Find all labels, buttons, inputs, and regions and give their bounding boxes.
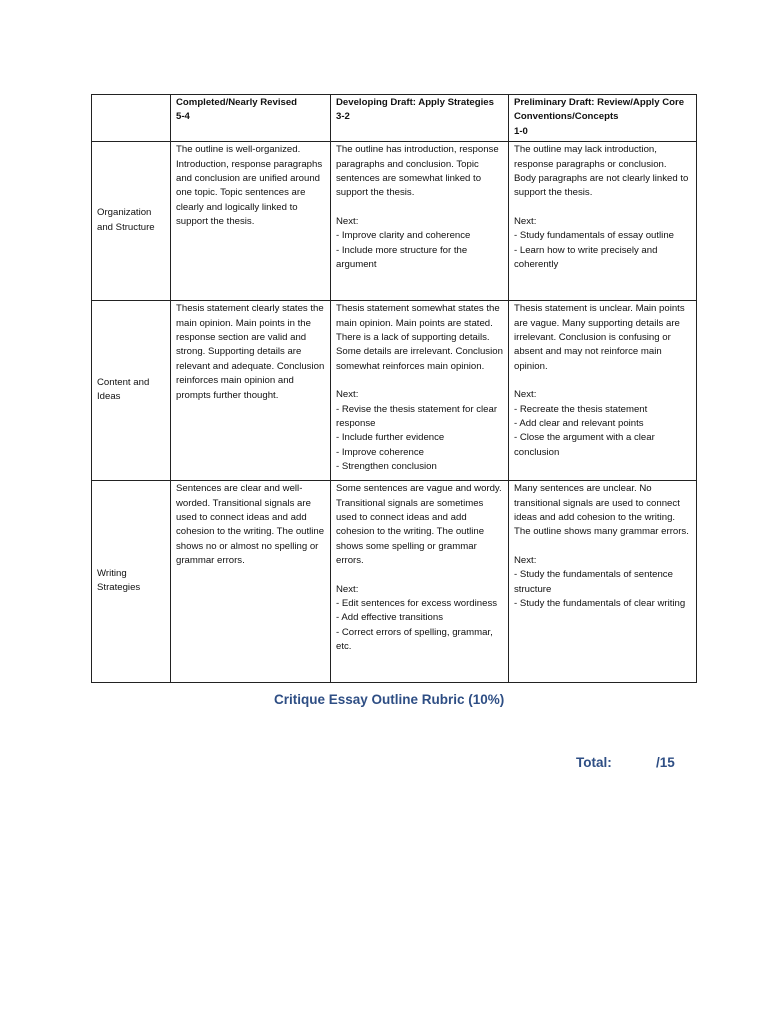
cell-text: - Improve clarity and coherence	[336, 230, 471, 242]
cell-text: - Correct errors of spelling, grammar, etc.	[336, 626, 493, 653]
cell-gap	[514, 201, 691, 215]
cell-text: - Recreate the thesis statement	[514, 403, 648, 415]
cell-text: - Include further evidence	[336, 432, 445, 444]
cell-completed	[171, 481, 331, 683]
cell-gap	[336, 201, 503, 215]
cell-text: The outline is well-organized. Introduction, response paragraphs and conclusion are unified around one topic. Topic sentences are clearly and logically linked to support the thesis.	[176, 144, 323, 228]
total-label: Total:	[576, 755, 612, 770]
row-label-writing: Writing Strategies	[92, 481, 171, 683]
cell-text: Some sentences are vague and wordy. Transitional signals are sometimes used to connect ideas and add cohesion to the writing. The outline shows some spelling or grammar errors.	[336, 483, 502, 567]
cell-text: Many sentences are unclear. No transitional signals are used to connect ideas and add cohesion to the writing. The outline shows many grammar errors.	[514, 483, 689, 538]
cell-preliminary	[509, 142, 697, 301]
cell-text: Next:	[514, 215, 537, 227]
cell-text: Thesis statement clearly states the main opinion. Main points in the response section are valid and strong. Supporting details are relevant and adequate. Conclusion reinforces main opinion and prompts further thought.	[176, 303, 325, 401]
cell-text: Next:	[514, 554, 537, 566]
cell-text: Next:	[336, 215, 359, 227]
cell-text: - Improve coherence	[336, 446, 424, 458]
cell-preliminary	[509, 481, 697, 683]
cell-text: Next:	[336, 389, 359, 401]
header-developing: Developing Draft: Apply Strategies 3-2	[331, 95, 509, 142]
cell-completed	[171, 301, 331, 481]
header-completed: Completed/Nearly Revised 5-4	[171, 95, 331, 142]
cell-completed	[171, 142, 331, 301]
row-label-content: Content and Ideas	[92, 301, 171, 481]
cell-text: - Strengthen conclusion	[336, 461, 437, 473]
cell-text: - Add effective transitions	[336, 612, 444, 624]
rubric-table	[91, 94, 697, 683]
cell-text: - Include more structure for the argument	[336, 244, 468, 271]
cell-text: The outline has introduction, response paragraphs and conclusion. Topic sentences are somewhat linked to support the thesis.	[336, 144, 499, 199]
cell-developing	[331, 481, 509, 683]
header-preliminary: Preliminary Draft: Review/Apply Core Conventions/Concepts 1-0	[509, 95, 697, 142]
header-empty-cell	[92, 95, 171, 142]
cell-text: Next:	[336, 583, 359, 595]
rubric-caption: Critique Essay Outline Rubric (10%)	[274, 692, 505, 707]
header-row	[92, 95, 697, 142]
cell-gap	[514, 374, 691, 388]
cell-text: - Study the fundamentals of clear writing	[514, 598, 686, 610]
table-row	[92, 301, 697, 481]
cell-text: - Study fundamentals of essay outline	[514, 230, 674, 242]
cell-gap	[336, 374, 503, 388]
cell-text: - Edit sentences for excess wordiness	[336, 598, 498, 610]
table-row	[92, 142, 697, 301]
cell-text: Thesis statement is unclear. Main points are vague. Many supporting details are irrelevant. Conclusion is confusing or absent and may not reinforce main opinion.	[514, 303, 685, 372]
cell-text: The outline may lack introduction, response paragraphs or conclusion. Body paragraphs are not clearly linked to support the thesis.	[514, 144, 689, 199]
cell-gap	[514, 540, 691, 554]
cell-gap	[336, 569, 503, 583]
cell-text: Next:	[514, 389, 537, 401]
cell-text: - Add clear and relevant points	[514, 418, 644, 430]
cell-developing	[331, 301, 509, 481]
cell-text: - Revise the thesis statement for clear response	[336, 403, 498, 430]
total-value: /15	[656, 755, 675, 770]
cell-preliminary	[509, 301, 697, 481]
cell-text: - Study the fundamentals of sentence structure	[514, 569, 673, 595]
cell-text: - Close the argument with a clear conclusion	[514, 432, 655, 458]
cell-text: Thesis statement somewhat states the main opinion. Main points are stated. There is a lack of supporting details. Some details are irrelevant. Conclusion somewhat reinforces main opinion.	[336, 303, 503, 372]
cell-text: - Learn how to write precisely and coherently	[514, 244, 658, 271]
table-row	[92, 481, 697, 683]
cell-developing	[331, 142, 509, 301]
cell-text: Sentences are clear and well-worded. Transitional signals are used to connect ideas and add cohesion to the writing. The outline shows no or almost no spelling or grammar errors.	[176, 483, 325, 567]
row-label-organization: Organization and Structure	[92, 142, 171, 301]
